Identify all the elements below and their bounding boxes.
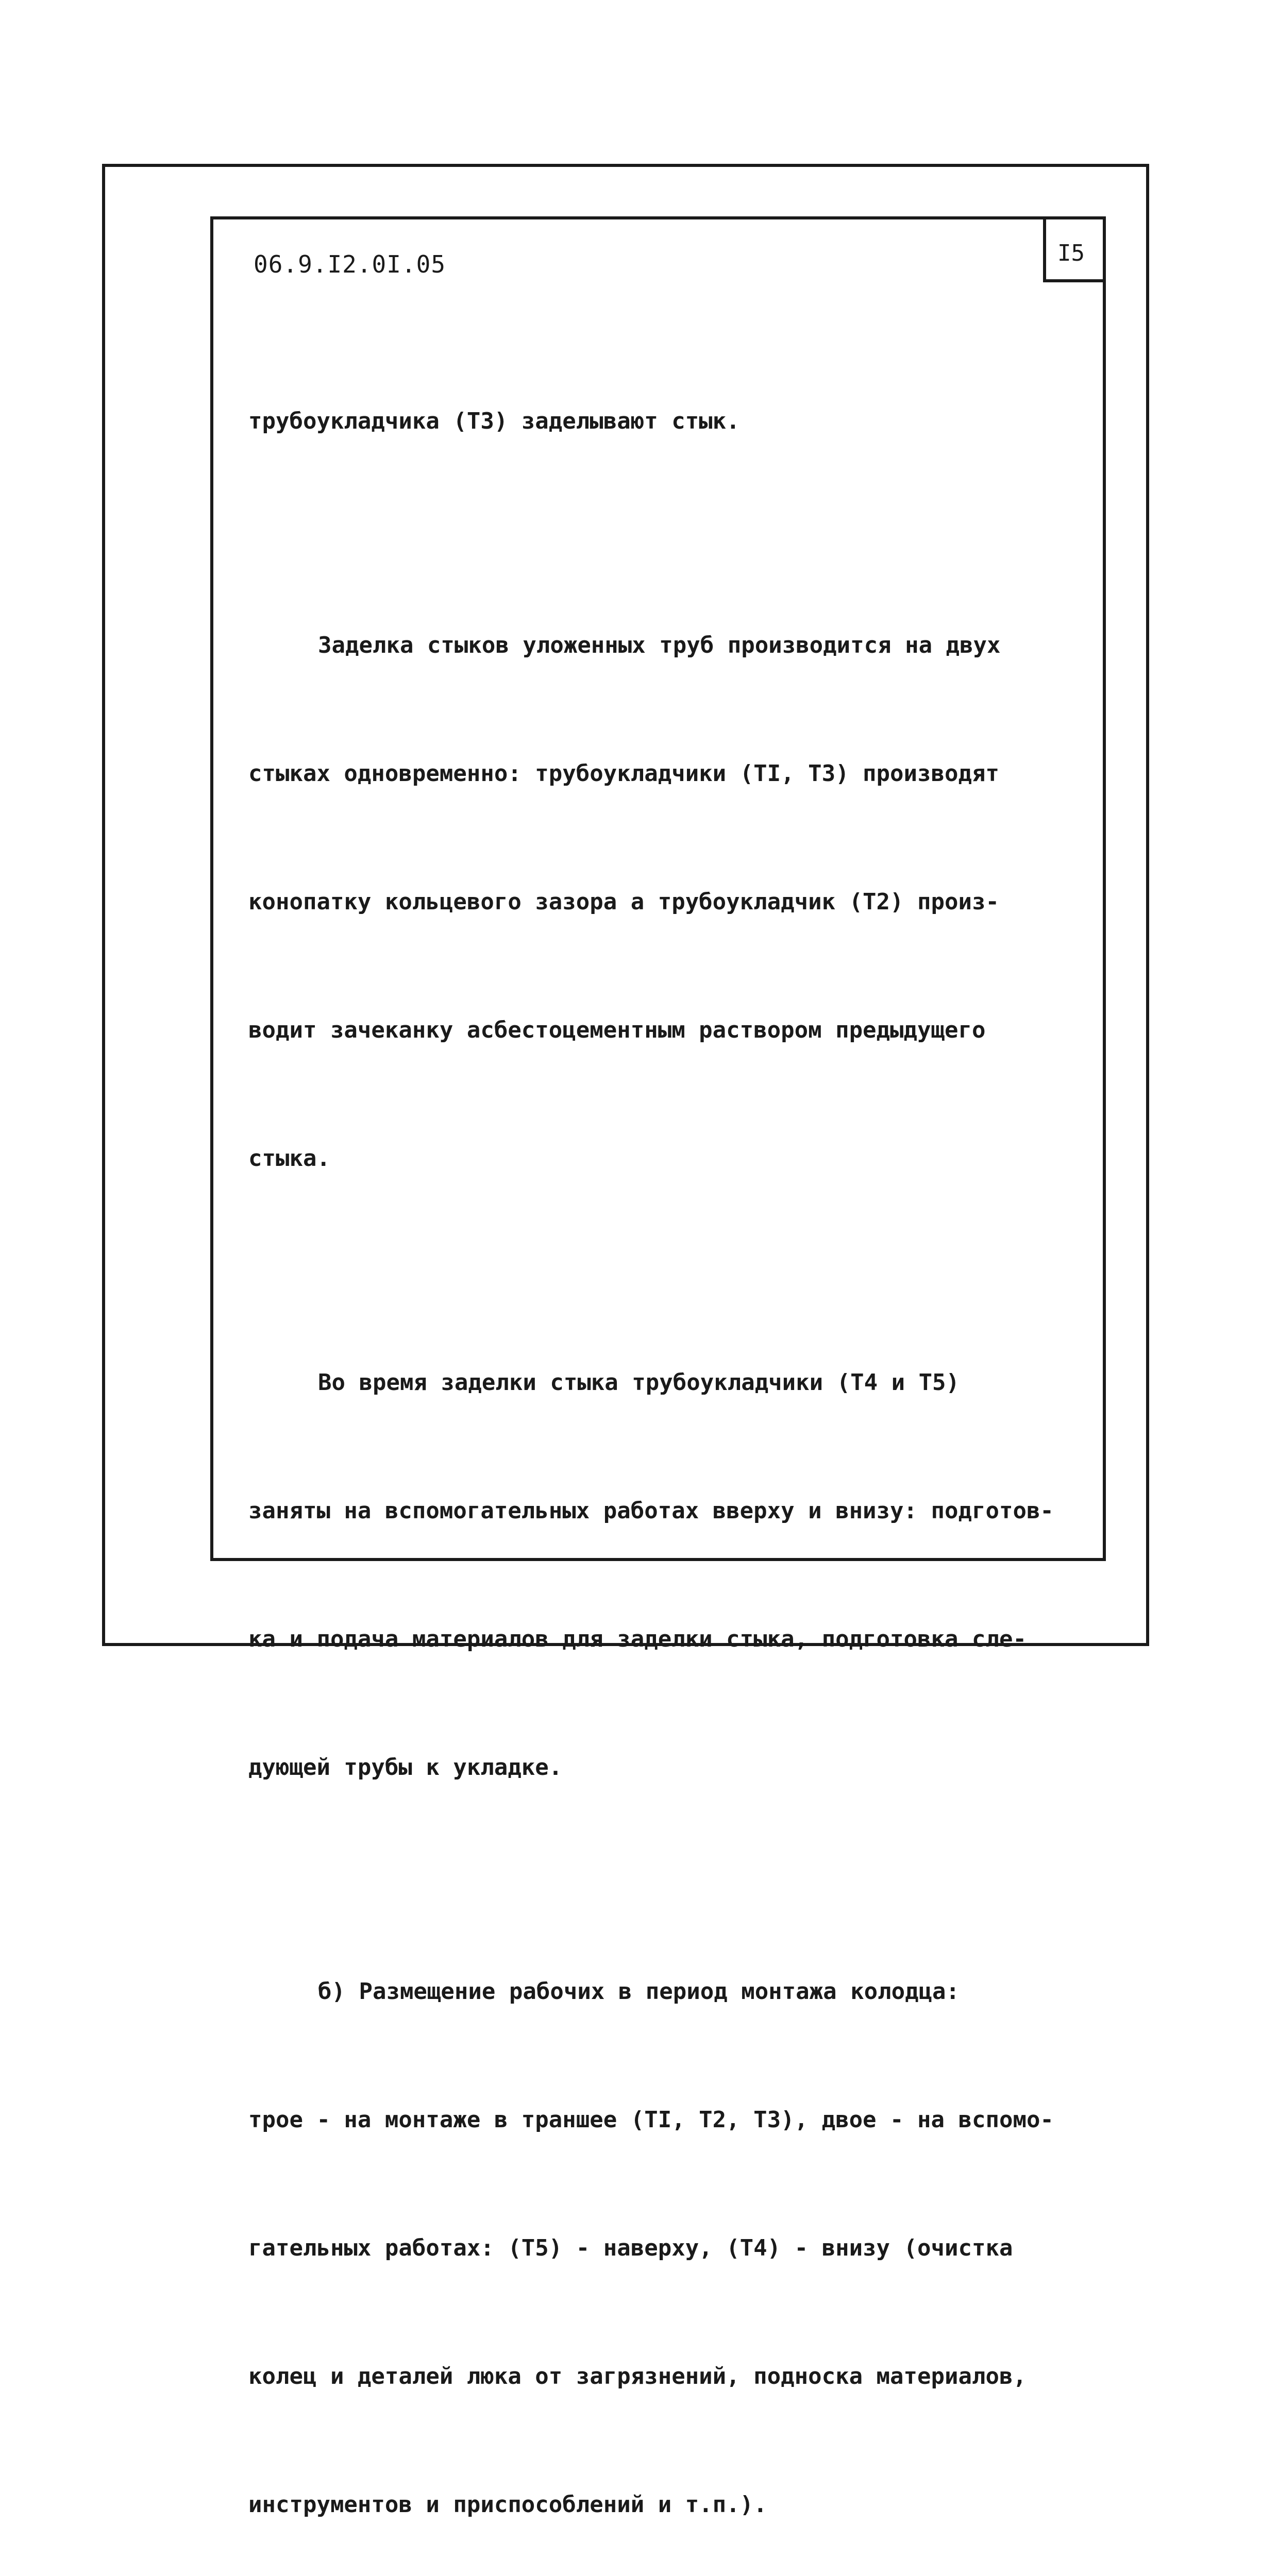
text-line: ка и подача материалов для заделки стыка, подготовка сле-: [248, 1626, 1027, 1652]
text-line: гательных работах: (Т5) - наверху, (Т4) - внизу (очистка: [248, 2235, 1013, 2261]
text-line: б) Размещение рабочих в период монтажа колодца:: [318, 1978, 960, 2005]
text-line: Заделка стыков уложенных труб производится на двух: [318, 632, 1001, 658]
text-line: конопатку кольцевого зазора а трубоукладчик (Т2) произ-: [248, 889, 999, 915]
text-line: заняты на вспомогательных работах вверху и внизу: подготов-: [248, 1498, 1054, 1524]
text-line: стыка.: [248, 1145, 330, 1172]
body-text: [248, 314, 1083, 2576]
text-line: инструментов и приспособлений и т.п.).: [248, 2492, 767, 2518]
text-line: стыках одновременно: трубоукладчики (ТI, Т3) производят: [248, 760, 999, 787]
text-line: дующей трубы к укладке.: [248, 1754, 563, 1781]
text-line: Во время заделки стыка трубоукладчики (Т4 и Т5): [318, 1369, 960, 1396]
text-line: колец и деталей люка от загрязнений, подноска материалов,: [248, 2363, 1027, 2389]
text-line: трубоукладчика (Т3) заделывают стык.: [248, 408, 740, 434]
page-number: I5: [1057, 240, 1085, 266]
text-line: трое - на монтаже в траншее (ТI, Т2, Т3), двое - на вспомо-: [248, 2107, 1054, 2133]
document-code: 06.9.I2.0I.05: [254, 250, 446, 278]
text-line: водит зачеканку асбестоцементным раствором предыдущего: [248, 1017, 986, 1043]
